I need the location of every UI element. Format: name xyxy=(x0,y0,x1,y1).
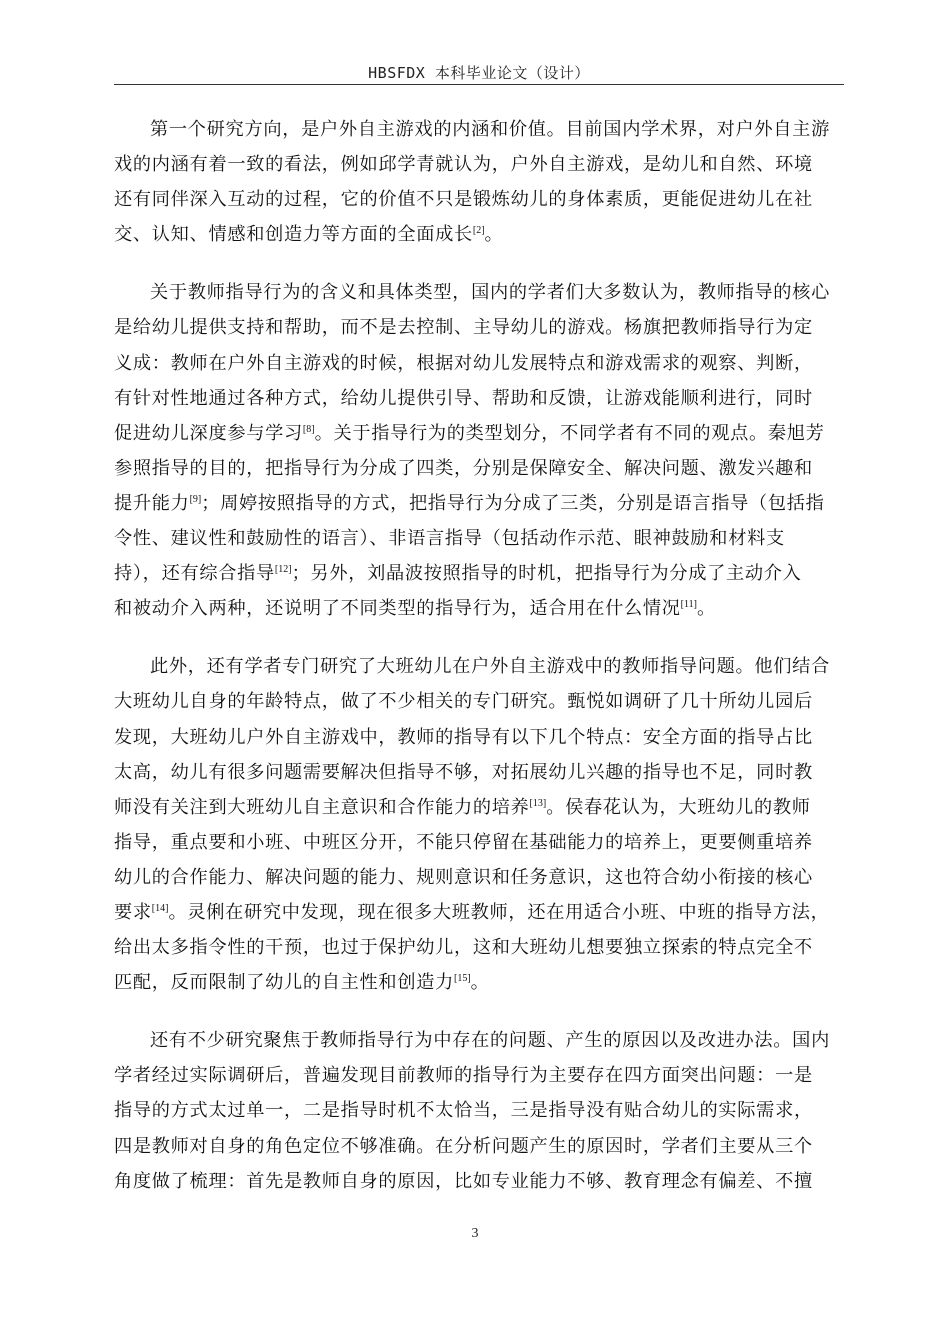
citation-ref: [2] xyxy=(472,225,485,237)
text-line: 戏的内涵有着一致的看法，例如邱学青就认为，户外自主游戏，是幼儿和自然、环境 xyxy=(114,154,813,176)
text-line xyxy=(114,790,844,825)
page-header: HBSFDX 本科毕业论文（设计） xyxy=(368,64,590,82)
paragraph-guidance-types xyxy=(114,275,844,626)
text-line xyxy=(114,217,844,252)
text-line xyxy=(114,416,844,451)
text-line: 还有同伴深入互动的过程，它的价值不只是锻炼幼儿的身体素质，更能促进幼儿在社 xyxy=(114,189,813,211)
text-line: 指导，重点要和小班、中班区分开，不能只停留在基础能力的培养上，更要侧重培养 xyxy=(114,831,813,853)
text-line: 此外，还有学者专门研究了大班幼儿在户外自主游戏中的教师指导问题。他们结合 xyxy=(150,656,830,678)
text-line: 令性、建议性和鼓励性的语言）、非语言指导（包括动作示范、眼神鼓励和材料支 xyxy=(114,528,785,550)
text-line: 有针对性地通过各种方式，给幼儿提供引导、帮助和反馈，让游戏能顺利进行，同时 xyxy=(114,387,813,409)
text-segment: 持），还有综合指导 xyxy=(114,563,275,585)
text-line xyxy=(114,591,844,626)
text-segment: 。 xyxy=(696,598,716,620)
citation-ref: [12] xyxy=(274,564,292,576)
text-segment: 。 xyxy=(470,972,490,994)
text-line: 学者经过实际调研后，普遍发现目前教师的指导行为主要存在四方面突出问题：一是 xyxy=(114,1065,813,1087)
text-line: 关于教师指导行为的含义和具体类型，国内的学者们大多数认为，教师指导的核心 xyxy=(150,282,830,304)
text-line: 大班幼儿自身的年龄特点，做了不少相关的专门研究。甄悦如调研了几十所幼儿园后 xyxy=(114,691,813,713)
text-segment: ；周婷按照指导的方式，把指导行为分成了三类，分别是语言指导（包括指 xyxy=(201,492,825,514)
text-segment: 。侯春花认为，大班幼儿的教师 xyxy=(546,796,811,818)
text-segment: 和被动介入两种，还说明了不同类型的指导行为，适合用在什么情况 xyxy=(114,598,681,620)
citation-ref: [14] xyxy=(151,902,169,914)
text-segment: 。灵俐在研究中发现，现在很多大班教师，还在用适合小班、中班的指导方法， xyxy=(168,901,830,923)
text-line: 指导的方式太过单一，二是指导时机不太恰当，三是指导没有贴合幼儿的实际需求， xyxy=(114,1100,813,1122)
page-number: 3 xyxy=(471,1226,479,1241)
citation-ref: [15] xyxy=(453,973,471,985)
text-line: 还有不少研究聚焦于教师指导行为中存在的问题、产生的原因以及改进办法。国内 xyxy=(150,1030,830,1052)
text-segment: 提升能力 xyxy=(114,492,190,514)
text-segment: 交、认知、情感和创造力等方面的全面成长 xyxy=(114,224,473,246)
text-line: 是给幼儿提供支持和帮助，而不是去控制、主导幼儿的游戏。杨旗把教师指导行为定 xyxy=(114,317,813,339)
text-line xyxy=(114,556,844,591)
citation-ref: [11] xyxy=(680,599,697,611)
citation-ref: [13] xyxy=(529,797,547,809)
text-segment: 。关于指导行为的类型划分，不同学者有不同的观点。秦旭芳 xyxy=(314,422,825,444)
text-line: 给出太多指令性的干预，也过于保护幼儿，这和大班幼儿想要独立探索的特点完全不 xyxy=(114,937,813,959)
text-line: 太高，幼儿有很多问题需要解决但指导不够，对拓展幼儿兴趣的指导也不足，同时教 xyxy=(114,761,813,783)
text-line xyxy=(114,486,844,521)
text-segment: 要求 xyxy=(114,901,152,923)
header-rule xyxy=(114,84,844,85)
text-segment: 促进幼儿深度参与学习 xyxy=(114,422,303,444)
citation-ref: [8] xyxy=(302,423,315,435)
text-segment: 师没有关注到大班幼儿自主意识和合作能力的培养 xyxy=(114,796,530,818)
text-line: 参照指导的目的，把指导行为分成了四类，分别是保障安全、解决问题、激发兴趣和 xyxy=(114,457,813,479)
paragraph-research-direction xyxy=(114,112,844,252)
text-segment: 匹配，反而限制了幼儿的自主性和创造力 xyxy=(114,972,454,994)
text-line: 角度做了梳理：首先是教师自身的原因，比如专业能力不够、教育理念有偏差、不擅 xyxy=(114,1170,813,1192)
text-line: 发现，大班幼儿户外自主游戏中，教师的指导有以下几个特点：安全方面的指导占比 xyxy=(114,726,813,748)
text-line: 四是教师对自身的角色定位不够准确。在分析问题产生的原因时，学者们主要从三个 xyxy=(114,1135,813,1157)
paragraph-senior-class xyxy=(114,649,844,1000)
text-line: 幼儿的合作能力、解决问题的能力、规则意识和任务意识，这也符合幼小衔接的核心 xyxy=(114,866,813,888)
citation-ref: [9] xyxy=(189,493,202,505)
text-line xyxy=(114,895,844,930)
text-segment: ；另外，刘晶波按照指导的时机，把指导行为分成了主动介入 xyxy=(291,563,802,585)
text-segment: 。 xyxy=(484,224,504,246)
text-line: 第一个研究方向，是户外自主游戏的内涵和价值。目前国内学术界，对户外自主游 xyxy=(150,119,830,140)
text-line xyxy=(114,965,844,1000)
text-line: 义成：教师在户外自主游戏的时候，根据对幼儿发展特点和游戏需求的观察、判断， xyxy=(114,352,813,374)
body-text xyxy=(114,112,844,1222)
paragraph-problems-causes xyxy=(114,1023,844,1198)
